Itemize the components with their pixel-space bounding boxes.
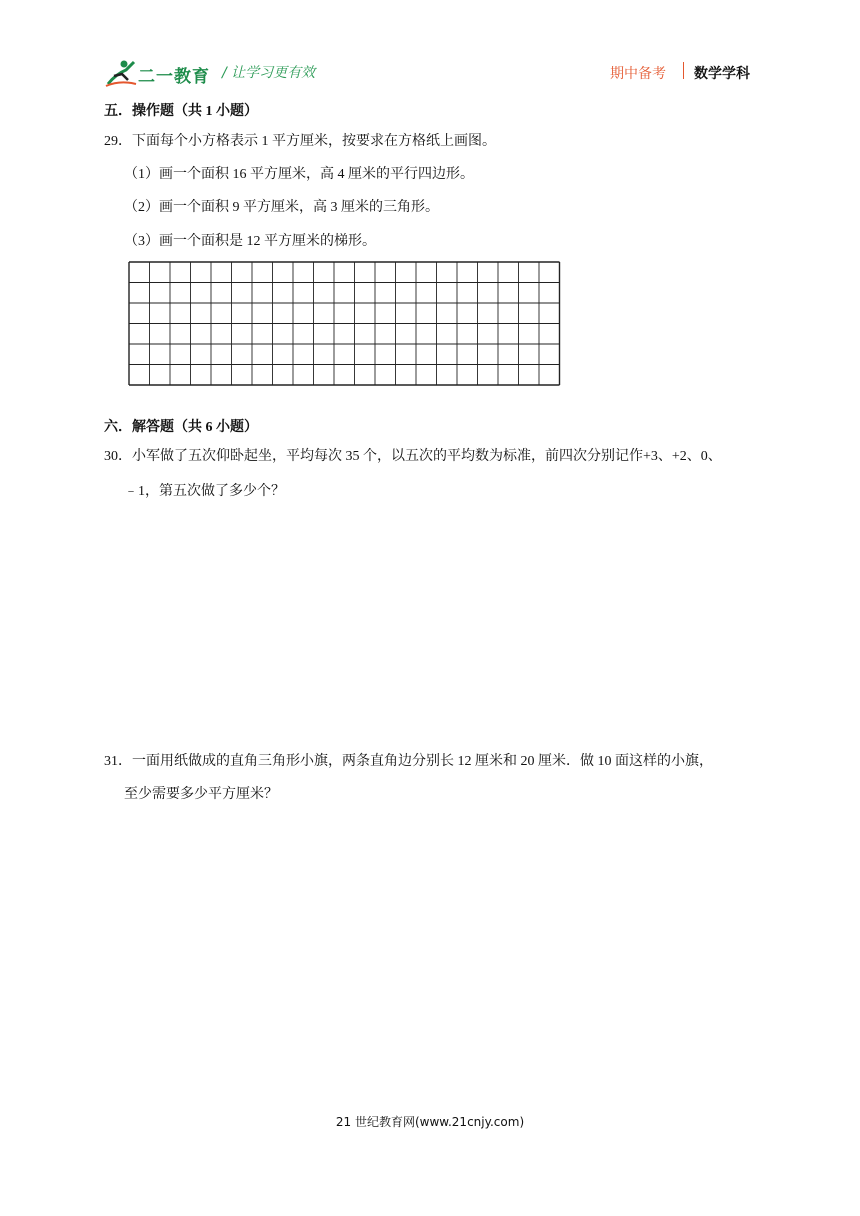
slogan: / 让学习更有效 bbox=[222, 65, 316, 81]
question-31-line-1: 31．一面用纸做成的直角三角形小旗，两条直角边分别长 12 厘米和 20 厘米．做 10 面这样的小旗， bbox=[104, 754, 713, 769]
logo bbox=[104, 56, 216, 90]
page-footer: 21 世纪教育网(www.21cnjy.com) bbox=[335, 1115, 525, 1129]
logo-text: 二一教育 bbox=[138, 67, 210, 87]
section-title-solution: 六．解答题（共 6 小题） bbox=[104, 420, 258, 435]
header-divider bbox=[683, 62, 684, 79]
page-header bbox=[0, 0, 860, 100]
question-31-line-2: 至少需要多少平方厘米？ bbox=[124, 787, 278, 802]
section-title-operation: 五．操作题（共 1 小题） bbox=[104, 104, 258, 119]
exam-tag: 期中备考 bbox=[610, 66, 666, 82]
runner-logo-icon bbox=[104, 58, 138, 88]
question-29-part-3: （3）画一个面积是 12 平方厘米的梯形。 bbox=[124, 234, 376, 249]
subject-tag: 数学学科 bbox=[694, 66, 750, 82]
question-30-line-1: 30．小军做了五次仰卧起坐，平均每次 35 个，以五次的平均数为标准，前四次分别记作+3、+2、0、 bbox=[104, 449, 722, 464]
question-30-line-2: ﹣1，第五次做了多少个？ bbox=[124, 484, 285, 499]
question-29-part-1: （1）画一个面积 16 平方厘米，高 4 厘米的平行四边形。 bbox=[124, 167, 474, 182]
question-29-stem: 29．下面每个小方格表示 1 平方厘米，按要求在方格纸上画图。 bbox=[104, 134, 496, 149]
graph-paper-grid[interactable] bbox=[128, 261, 561, 386]
question-29-part-2: （2）画一个面积 9 平方厘米，高 3 厘米的三角形。 bbox=[124, 200, 439, 215]
